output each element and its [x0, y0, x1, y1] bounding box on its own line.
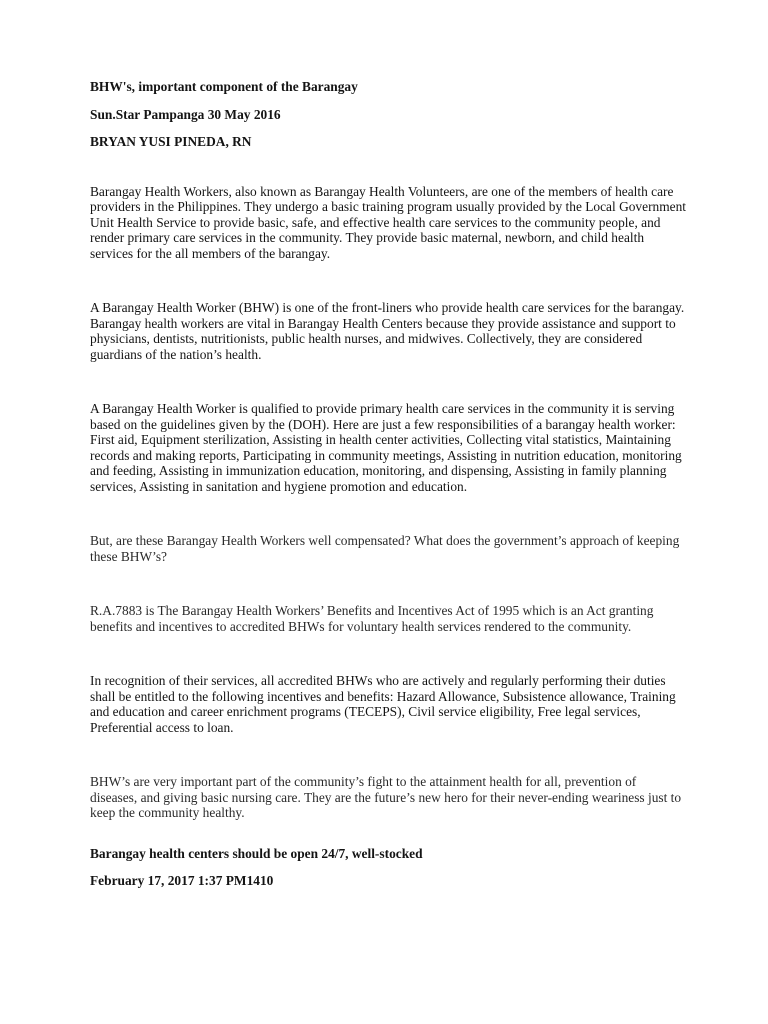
- next-article-title: Barangay health centers should be open 24/7, well-stocked: [90, 845, 423, 861]
- paragraph-ra-7883: R.A.7883 is The Barangay Health Workers’ Benefits and Incentives Act of 1995 which is an Act granting benefits and incentives to accredited BHWs for voluntary health services rendered to the community.: [90, 603, 654, 634]
- paragraph-compensation-question: But, are these Barangay Health Workers well compensated? What does the government’s approach of keeping these BHW’s?: [90, 533, 680, 564]
- paragraph-benefits: In recognition of their services, all accredited BHWs who are actively and regularly performing their duties shall be entitled to the following incentives and benefits: Hazard Allowance, Subsistence allowance, Training and education and career enrichment programs (TECEPS), Civil service eligibility, Free legal services, Preferential access to loan.: [90, 673, 676, 735]
- next-article-dateline: February 17, 2017 1:37 PM1410: [90, 873, 274, 888]
- article-author: BRYAN YUSI PINEDA, RN: [90, 134, 252, 149]
- paragraph-intro: Barangay Health Workers, also known as Barangay Health Volunteers, are one of the members of health care providers in the Philippines. They undergo a basic training program usually provided by the Local Government Unit Health Service to provide basic, safe, and effective health care services to the community people, and render primary care services in the community. They provide basic maternal, newborn, and child health services for the all members of the barangay.: [90, 183, 687, 261]
- document-body: [90, 79, 686, 889]
- article-source: Sun.Star Pampanga 30 May 2016: [90, 106, 281, 122]
- article-title: BHW's, important component of the Barangay: [90, 79, 358, 94]
- paragraph-frontliners: A Barangay Health Worker (BHW) is one of the front-liners who provide health care services for the barangay. Barangay health workers are vital in Barangay Health Centers because they provide assistance and support to physicians, dentists, nutritionists, public health nurses, and midwives. Collectively, they are considered guardians of the nation’s health.: [90, 300, 685, 362]
- paragraph-responsibilities: A Barangay Health Worker is qualified to provide primary health care services in the community it is serving based on the guidelines given by the (DOH). Here are just a few responsibilities of a barangay health worker: First aid, Equipment sterilization, Assisting in health center activities, Collecting vital statistics, Maintaining records and making reports, Participating in community meetings, Assisting in nutrition education, monitoring and feeding, Assisting in immunization education, monitoring, and dispensing, Assisting in family planning services, Assisting in sanitation and hygiene promotion and education.: [90, 401, 682, 494]
- paragraph-conclusion: BHW’s are very important part of the community’s fight to the attainment health for all, prevention of diseases, and giving basic nursing care. They are the future’s new hero for their never-ending weariness just to keep the community healthy.: [90, 774, 682, 820]
